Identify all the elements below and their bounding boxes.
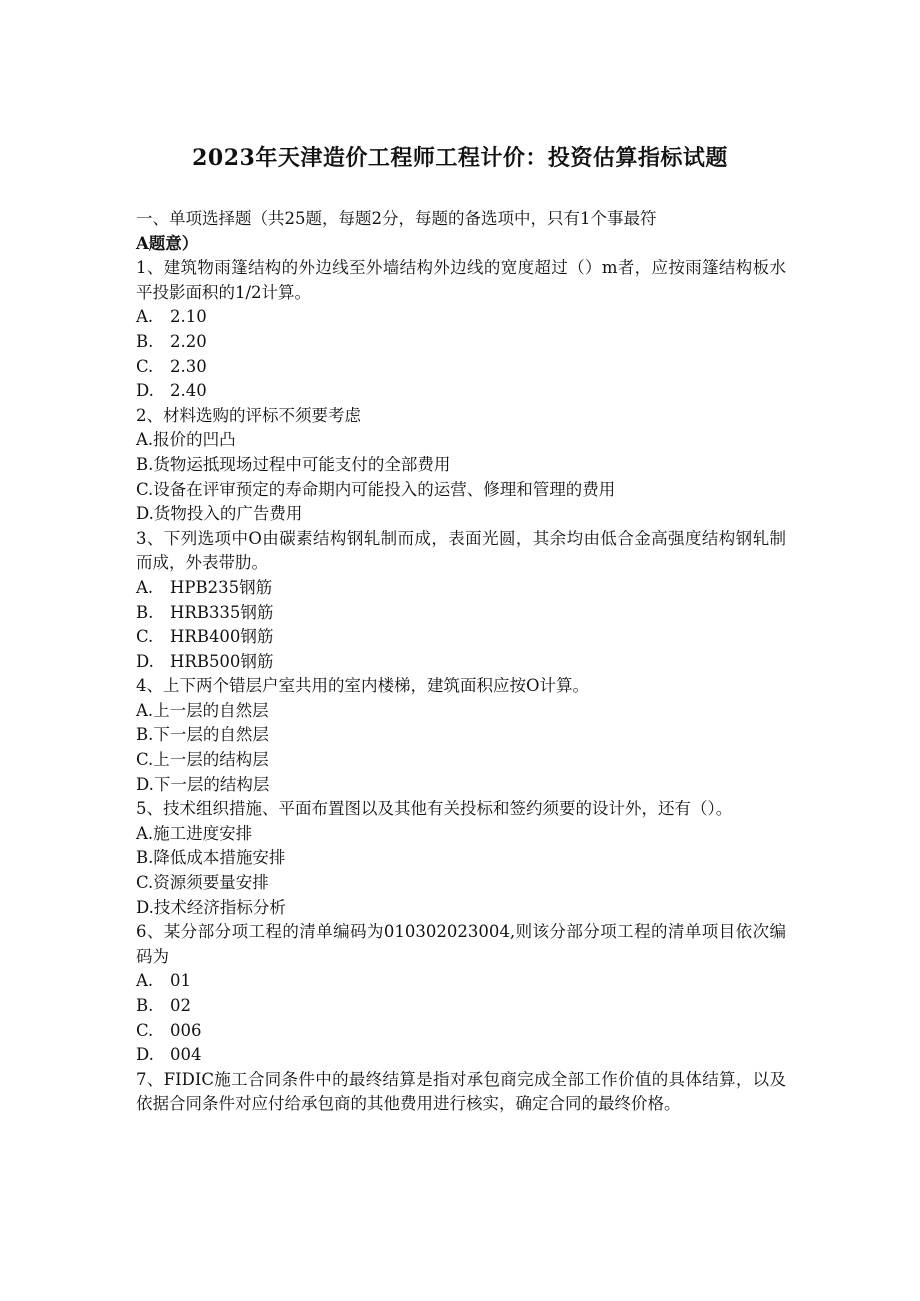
- option-c: [136, 1019, 786, 1044]
- question-stem: 6、某分部分项工程的清单编码为010302023004,则该分部分项工程的清单项目依次编码为: [136, 922, 786, 966]
- question-3: [136, 527, 786, 675]
- option-text: 006: [170, 1020, 202, 1040]
- question-6: [136, 920, 786, 1068]
- question-2: [136, 404, 786, 527]
- question-5: [136, 797, 786, 920]
- option-letter: D.: [136, 651, 154, 671]
- option-letter: B.: [136, 331, 154, 351]
- question-stem: 3、下列选项中O由碳素结构钢轧制而成，表面光圆，其余均由低合金高强度结构钢轧制而成，外表带肋。: [136, 528, 786, 573]
- question-7: [136, 1068, 786, 1117]
- option-text: 2.10: [170, 307, 207, 327]
- question-stem: 5、技术组织措施、平面布置图以及其他有关投标和签约须要的设计外，还有（）。: [136, 799, 733, 819]
- option-letter: B.: [136, 602, 154, 622]
- option-letter: A.: [136, 971, 154, 991]
- option-letter: C.: [136, 356, 154, 376]
- option-letter: C.: [136, 1020, 154, 1040]
- option-text: 004: [170, 1045, 202, 1065]
- option-letter: A.: [136, 577, 154, 597]
- document-body: [136, 207, 786, 1117]
- option-d: [136, 1043, 786, 1068]
- option-text: 02: [170, 996, 191, 1015]
- option-d: [136, 379, 786, 404]
- option-letter: D.: [136, 381, 154, 401]
- question-stem: 7、FIDIC施工合同条件中的最终结算是指对承包商完成全部工作价值的具体结算，以及依据合同条件对应付给承包商的其他费用进行核实，确定合同的最终价格。: [136, 1069, 786, 1114]
- question-stem: 2、材料选购的评标不须要考虑: [136, 405, 361, 425]
- option-a: [136, 305, 786, 330]
- option-c: C.设备在评审预定的寿命期内可能投入的运营、修理和管理的费用: [136, 479, 616, 499]
- option-c: C.资源须要量安排: [136, 873, 269, 893]
- option-text: 2.40: [170, 381, 207, 401]
- section-heading: [136, 207, 786, 256]
- section-heading-line-2: A题意）: [136, 233, 199, 253]
- question-1: [136, 256, 786, 404]
- option-text: 2.30: [170, 356, 207, 376]
- option-c: C.上一层的结构层: [136, 750, 269, 770]
- option-b: B.下一层的自然层: [136, 725, 269, 745]
- question-4: [136, 674, 786, 797]
- option-b: B.降低成本措施安排: [136, 848, 286, 868]
- option-text: HPB235钢筋: [170, 577, 273, 597]
- document-title: 2023年天津造价工程师工程计价：投资估算指标试题: [192, 145, 728, 171]
- option-letter: A.: [136, 307, 154, 327]
- option-d: D.技术经济指标分析: [136, 897, 286, 917]
- option-d: [136, 650, 786, 675]
- option-text: 2.20: [170, 331, 207, 351]
- option-a: A.报价的凹凸: [136, 430, 236, 450]
- option-b: [136, 994, 786, 1019]
- section-heading-line-1: 一、单项选择题（共25题，每题2分，每题的备选项中，只有1个事最符: [136, 209, 657, 228]
- option-b: [136, 601, 786, 626]
- option-letter: D.: [136, 1045, 154, 1065]
- option-a: A.施工进度安排: [136, 823, 253, 843]
- question-stem: 4、上下两个错层户室共用的室内楼梯，建筑面积应按O计算。: [136, 676, 590, 696]
- option-letter: C.: [136, 627, 154, 647]
- option-text: 01: [170, 971, 191, 991]
- option-letter: B.: [136, 996, 154, 1015]
- option-a: [136, 576, 786, 601]
- question-stem: 1、建筑物雨篷结构的外边线至外墙结构外边线的宽度超过（）m者，应按雨篷结构板水平投影面积的1/2计算。: [136, 258, 786, 302]
- option-c: [136, 625, 786, 650]
- option-b: [136, 330, 786, 355]
- option-d: D.下一层的结构层: [136, 774, 270, 794]
- option-d: D.货物投入的广告费用: [136, 504, 303, 524]
- option-text: HRB335钢筋: [170, 602, 274, 622]
- option-c: [136, 355, 786, 380]
- option-b: B.货物运抵现场过程中可能支付的全部费用: [136, 454, 451, 474]
- option-a: [136, 969, 786, 994]
- option-a: A.上一层的自然层: [136, 700, 269, 720]
- option-text: HRB400钢筋: [170, 627, 274, 647]
- option-text: HRB500钢筋: [170, 651, 274, 671]
